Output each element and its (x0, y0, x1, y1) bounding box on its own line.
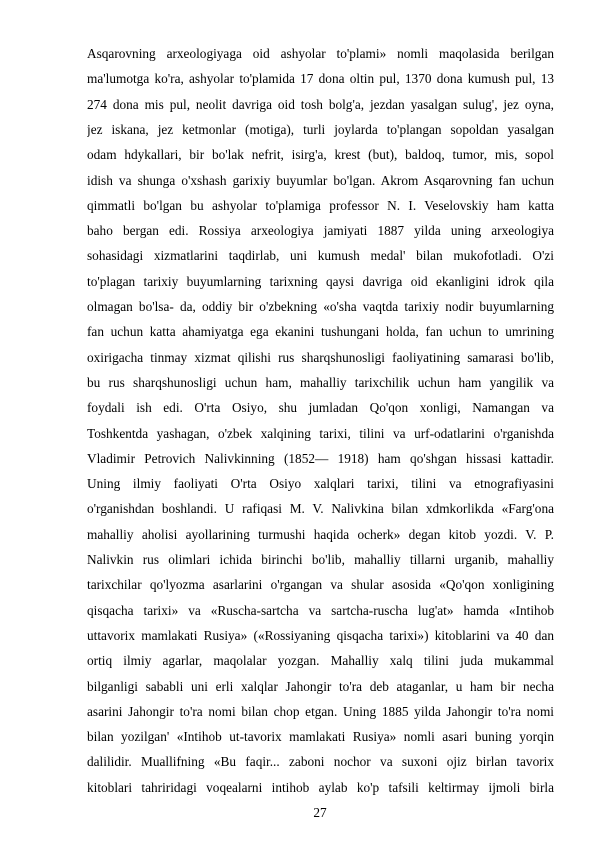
text-line: ortiq ilmiy agarlar, maqolalar yozgan. Mahalliy xalq tilini juda mukammal (87, 653, 554, 669)
text-line: Asqarovning arxeologiyaga oid ashyolar to'plami» nomli maqolasida berilgan (87, 46, 554, 61)
text-line: oxirigacha tinmay xizmat qilishi rus sharqshunosligi faoliyatining samarasi bo'lib, (87, 349, 554, 365)
text-line: olmagan bo'lsa- da, oddiy bir o'zbekning «o'sha vaqtda tarixiy nodir buyumlarning (87, 299, 554, 314)
text-line: Toshkentda yashagan, o'zbek xalqining tarixi, tilini va urf-odatlarini o'rganishda (87, 425, 554, 441)
text-line: Uning ilmiy faoliyati O'rta Osiyo xalqlari tarixi, tilini va etnografiyasini (87, 476, 554, 492)
text-line: baho bergan edi. Rossiya arxeologiya jamiyati 1887 yilda uning arxeologiya (87, 223, 554, 239)
text-line: to'plagan tarixiy buyumlarning tarixning qaysi davriga oid ekanligini idrok qila (87, 273, 554, 289)
text-line: foydali ish edi. O'rta Osiyo, shu jumladan Qo'qon xonligi, Namangan va (87, 400, 554, 416)
text-line: bu rus sharqshunosligi uchun ham, mahalliy tarixchilik uchun ham yangilik va (87, 374, 554, 390)
text-line: ma'lumotga ko'ra, ashyolar to'plamida 17 dona oltin pul, 1370 dona kumush pul, 13 (87, 71, 554, 87)
text-line: qisqacha tarixi» va «Ruscha-sartcha va sartcha-ruscha lug'at» hamda «Intihob (87, 602, 554, 618)
page-number: 27 (313, 805, 327, 820)
text-line: 274 dona mis pul, neolit davriga oid tosh bolg'a, jezdan yasalgan sulug', jez oyna, (87, 96, 554, 112)
text-line: odam hdykallari, bir bo'lak nefrit, isirg'a, krest (but), baldoq, tumor, mis, sopol (87, 147, 554, 163)
text-line: qimmatli bo'lgan bu ashyolar to'plamiga professor N. I. Veselovskiy ham katta (87, 197, 554, 213)
text-line: Vladimir Petrovich Nalivkinning (1852— 1918) ham qo'shgan hissasi kattadir. (87, 450, 554, 466)
text-line: mahalliy aholisi ayollarining turmushi haqida ocherk» degan kitob yozdi. V. P. (87, 526, 554, 542)
text-line: o'rganishdan boshlandi. U rafiqasi M. V. Nalivkina bilan xdmkorlikda «Farg'ona (87, 501, 554, 517)
text-line: sohasidagi xizmatlarini taqdirlab, uni kumush medal' bilan mukofotladi. O'zi (87, 248, 554, 264)
text-line: dalilidir. Muallifning «Bu faqir... zaboni nochor va suxoni ojiz birlan tavorix (87, 754, 554, 770)
text-line: bilan yozilgan' «Intihob ut-tavorix mamlakati Rusiya» nomli asari buning yorqin (87, 729, 554, 745)
text-line: tarixchilar qo'lyozma asarlarini o'rgangan va shular asosida «Qo'qon xonligining (87, 577, 554, 593)
text-line: uttavorix mamlakati Rusiya» («Rossiyaning qisqacha tarixi») kitoblarini va 40 dan (87, 627, 554, 643)
text-line: bilganligi sababli uni erli xalqlar Jahongir to'ra deb ataganlar, u ham bir necha (87, 678, 554, 694)
text-line: Nalivkin rus olimlari ichida birinchi bo'lib, mahalliy tillarni urganib, mahalliy (87, 552, 554, 567)
text-line: asarini Jahongir to'ra nomi bilan chop etgan. Uning 1885 yilda Jahongir to'ra nomi (87, 703, 554, 719)
text-line: kitoblari tahriridagi voqealarni intihob aylab ko'p tafsili keltirmay ijmoli birla (87, 779, 554, 795)
text-line: idish va shunga o'xshash garixiy buyumlar bo'lgan. Akrom Asqarovning fan uchun (87, 172, 554, 188)
text-line: jez iskana, jez ketmonlar (motiga), turli joylarda to'plangan sopoldan yasalgan (87, 121, 554, 137)
text-line: fan uchun katta ahamiyatga ega ekanini tushungani holda, fan uchun to umrining (87, 324, 554, 340)
